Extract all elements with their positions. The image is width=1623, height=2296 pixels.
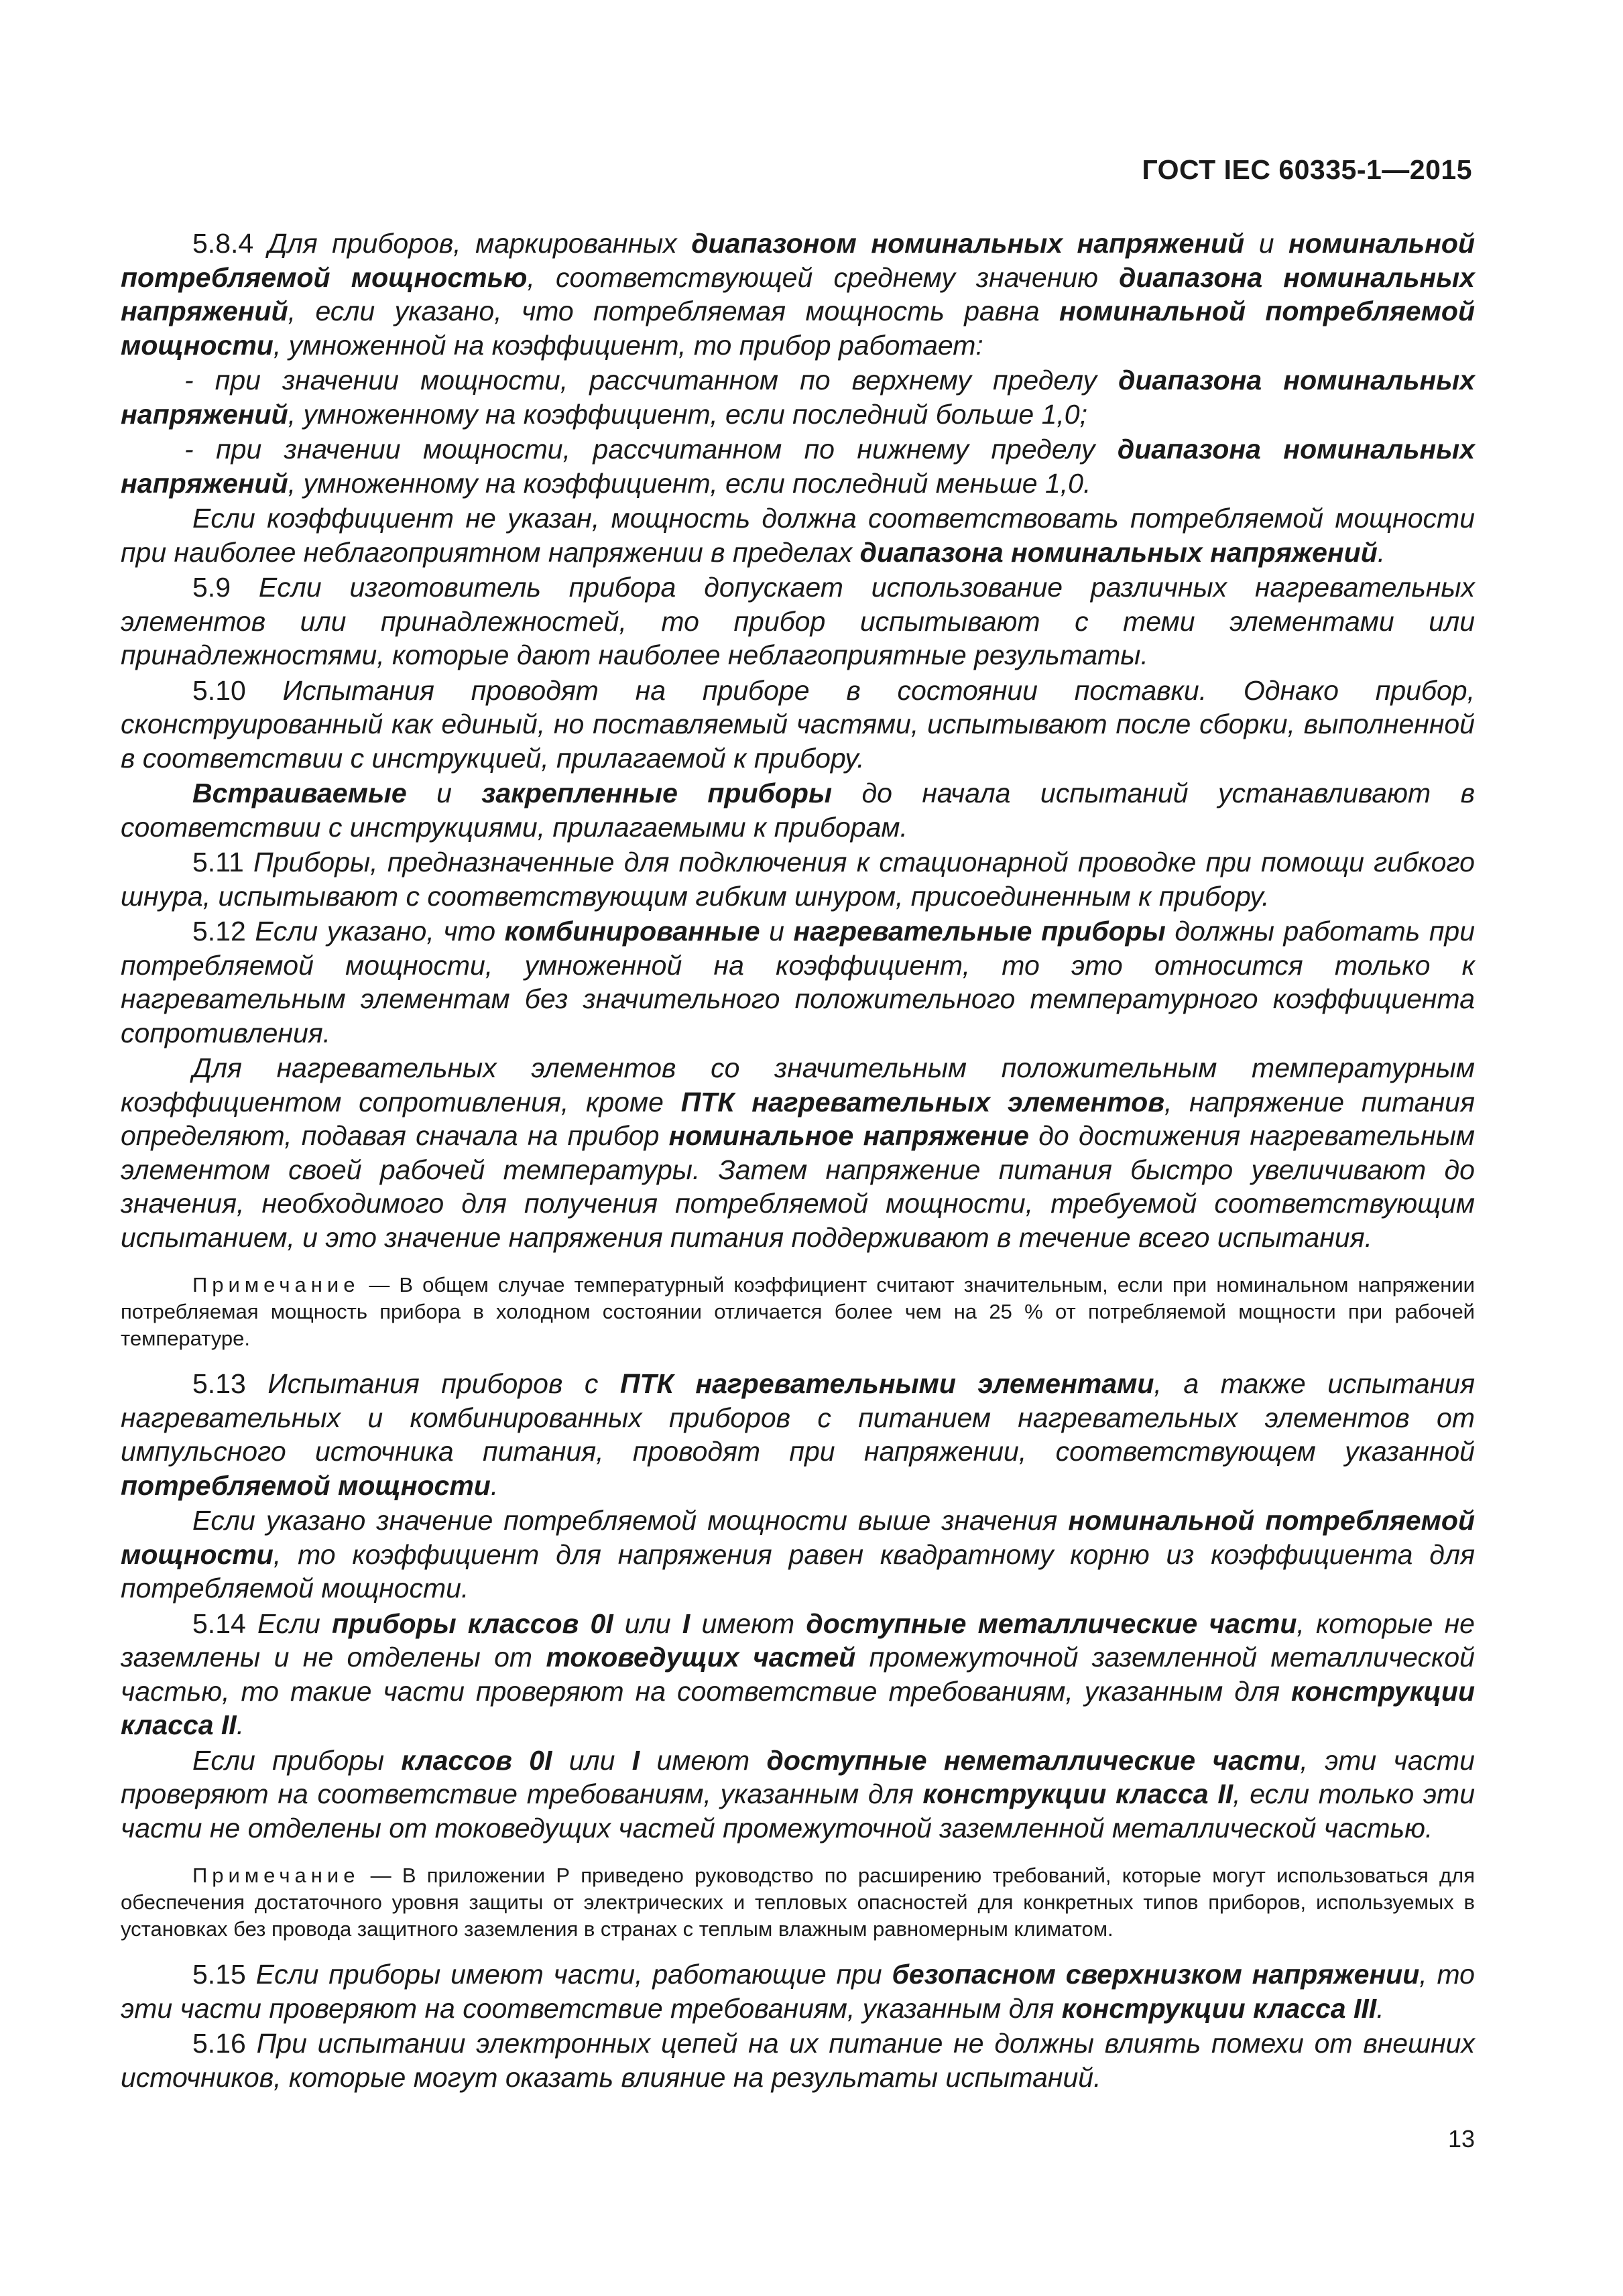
defined-term: доступные неметаллические части [766, 1744, 1301, 1776]
clause-number: 5.10 [192, 674, 246, 706]
text-run: . [1376, 1992, 1384, 2024]
clause-number: 5.12 [192, 916, 246, 947]
clause-paragraph [121, 1504, 1475, 1606]
text-run: , эти части проверяют на соответствие требованиям, указанным для [121, 1744, 1475, 1809]
defined-term: номинальной потребляемой мощностью [121, 228, 1475, 293]
text-run: , умноженному на коэффициент, если последний больше 1,0; [288, 398, 1087, 430]
defined-term: закрепленные приборы [481, 778, 832, 808]
text-run: , если указано, что потребляемая мощность равна [288, 296, 1060, 326]
note-paragraph [121, 1272, 1475, 1352]
defined-term: диапазоном номинальных напряжений [691, 228, 1245, 259]
clause-number: 5.14 [192, 1608, 246, 1639]
defined-term: потребляемой мощности [121, 1469, 491, 1501]
text-run: и [1244, 228, 1289, 259]
text-run: Если указано значение потребляемой мощности выше значения [192, 1505, 1069, 1536]
defined-term: классов 0I [401, 1744, 552, 1776]
clause-number: 5.8.4 [192, 228, 254, 259]
clause-paragraph [121, 674, 1475, 776]
note-text: — В приложении Р приведено руководство по расширению требований, которые могут использоваться для обеспечения достаточного уровня защиты от электрических и тепловых опасностей для конкретных типов приборов, используемых в установках без провода защитного заземления в странах с теплым влажным равномерным климатом. [121, 1864, 1475, 1941]
text-run: имеют [690, 1608, 806, 1639]
defined-term: конструкции класса II [922, 1778, 1234, 1809]
text-run: . [1377, 536, 1386, 568]
defined-term: конструкции класса III [1061, 1992, 1377, 2024]
defined-term: безопасном сверхнизком напряжении [892, 1959, 1420, 1990]
note-paragraph [121, 1862, 1475, 1943]
text-run: промежуточной заземленной металлической частью, то такие части проверяют на соответствие требованиям, указанным для [121, 1642, 1475, 1707]
text-run: , если только эти части не отделены от токоведущих частей промежуточной заземленной металлической частью. [121, 1778, 1476, 1844]
clause-paragraph [121, 1051, 1475, 1254]
text-run: , умноженному на коэффициент, если последний меньше 1,0. [288, 467, 1091, 499]
text-run: имеют [640, 1744, 767, 1776]
clause-paragraph [121, 845, 1475, 913]
document-body [121, 227, 1475, 2096]
text-run: Если изготовитель прибора допускает использование различных нагревательных элементов или принадлежностей, то прибор испытывают с теми элементами или принадлежностями, которые дают наиболее неблагоприятные результаты. [121, 572, 1475, 670]
note-label: Примечание [192, 1273, 360, 1296]
defined-term: I [632, 1744, 640, 1776]
text-run: Если [257, 1608, 332, 1639]
text-run: и [406, 778, 482, 808]
clause-paragraph [121, 1367, 1475, 1502]
text-run: - при значении мощности, рассчитанном по нижнему пределу [184, 434, 1118, 465]
defined-term: доступные металлические части [806, 1608, 1297, 1639]
text-run: или [552, 1744, 632, 1776]
clause-paragraph [121, 1957, 1475, 2025]
clause-paragraph [121, 570, 1475, 672]
text-run: , напряжение питания определяют, подавая сначала на прибор [121, 1086, 1475, 1151]
clause-paragraph [121, 914, 1475, 1050]
text-run: , а также испытания нагревательных и комбинированных приборов с питанием нагревательных элементов от импульсного источника питания, проводят при напряжении, соответствующем указанной [121, 1368, 1475, 1467]
clause-paragraph [121, 1607, 1475, 1742]
defined-term: номинальное напряжение [668, 1120, 1029, 1151]
page-number: 13 [1448, 2125, 1476, 2153]
clause-paragraph [121, 2027, 1475, 2094]
text-run: Если приборы имеют части, работающие при [255, 1959, 892, 1990]
text-run: Если указано, что [255, 916, 505, 947]
document-header: ГОСТ IEC 60335-1—2015 [1142, 154, 1472, 185]
clause-number: 5.16 [192, 2028, 246, 2059]
text-run: Испытания проводят на приборе в состоянии поставки. Однако прибор, сконструированный как единый, но поставляемый частями, испытывают после сборки, выполненной в соответствии с инструкцией, прилагаемой к прибору. [121, 674, 1475, 774]
text-run: Для приборов, маркированных [267, 228, 692, 259]
text-run: Приборы, предназначенные для подключения к стационарной проводке при помощи гибкого шнура, испытывают с соответствующим гибким шнуром, присоединенным к прибору. [121, 847, 1475, 912]
defined-term: I [682, 1608, 690, 1639]
defined-term: нагревательные приборы [793, 916, 1166, 947]
text-run: или [613, 1608, 682, 1639]
text-run: , умноженной на коэффициент, то прибор работает: [273, 329, 983, 361]
text-run: до достижения нагревательным элементом своей рабочей температуры. Затем напряжение питания быстро увеличивают до значения, необходимого для получения потребляемой мощности, требуемой соответствующим испытанием, и это значение напряжения питания поддерживают в течение всего испытания. [121, 1120, 1475, 1253]
defined-term: комбинированные [504, 916, 760, 947]
clause-paragraph [121, 1744, 1475, 1846]
text-run: Для нагревательных элементов со значительным положительным температурным коэффициентом сопротивления, кроме [121, 1052, 1475, 1117]
clause-paragraph [121, 776, 1475, 844]
text-run: , соответствующей среднему значению [527, 261, 1120, 293]
text-run: до начала испытаний устанавливают в соответствии с инструкциями, прилагаемыми к приборам. [121, 778, 1475, 843]
defined-term: токоведущих частей [546, 1642, 856, 1673]
note-label: Примечание [192, 1864, 360, 1887]
text-run: При испытании электронных цепей на их питание не должны влиять помехи от внешних источников, которые могут оказать влияние на результаты испытаний. [121, 2028, 1475, 2093]
clause-number: 5.13 [192, 1368, 246, 1399]
text-run: . [236, 1709, 245, 1740]
defined-term: конструкции класса II [121, 1675, 1475, 1740]
text-run: Если коэффициент не указан, мощность должна соответствовать потребляемой мощности при наиболее неблагоприятном напряжении в пределах [121, 503, 1475, 568]
clause-paragraph [121, 227, 1475, 362]
defined-term: Встраиваемые [192, 778, 407, 808]
text-run: , то эти части проверяют на соответствие требованиям, указанным для [121, 1959, 1475, 2024]
clause-number: 5.9 [192, 572, 231, 603]
defined-term: диапазона номинальных напряжений [121, 261, 1475, 326]
defined-term: приборы классов 0I [331, 1608, 613, 1639]
text-run: . [490, 1469, 499, 1501]
clause-number: 5.15 [192, 1959, 246, 1990]
list-item [121, 363, 1475, 431]
text-run: - при значении мощности, рассчитанном по верхнему пределу [184, 365, 1119, 396]
defined-term: диапазона номинальных напряжений [121, 434, 1475, 499]
clause-paragraph [121, 501, 1475, 569]
clause-number: 5.11 [192, 847, 244, 878]
defined-term: диапазона номинальных напряжений [859, 536, 1378, 568]
note-text: — В общем случае температурный коэффициент считают значительным, если при номинальном напряжении потребляемая мощность прибора в холодном состоянии отличается более чем на 25 % от потребляемой мощности при рабочей температуре. [121, 1273, 1475, 1350]
text-run: , которые не заземлены и не отделены от [121, 1608, 1475, 1673]
text-run: должны работать при потребляемой мощности, умноженной на коэффициент, то это относится только к нагревательным элементам без значительного положительного температурного коэффициента сопротивления. [121, 916, 1475, 1048]
defined-term: диапазона номинальных напряжений [121, 365, 1475, 430]
text-run: , то коэффициент для напряжения равен квадратному корню из коэффициента для потребляемой мощности. [121, 1538, 1475, 1604]
text-run: Испытания приборов с [267, 1368, 621, 1399]
text-run: и [760, 916, 794, 947]
defined-term: номинальной потребляемой мощности [121, 1505, 1475, 1570]
list-item [121, 432, 1475, 500]
text-run: Если приборы [192, 1744, 402, 1776]
defined-term: ПТК нагревательных элементов [680, 1086, 1164, 1117]
defined-term: ПТК нагревательными элементами [620, 1368, 1154, 1399]
defined-term: номинальной потребляемой мощности [121, 296, 1475, 361]
